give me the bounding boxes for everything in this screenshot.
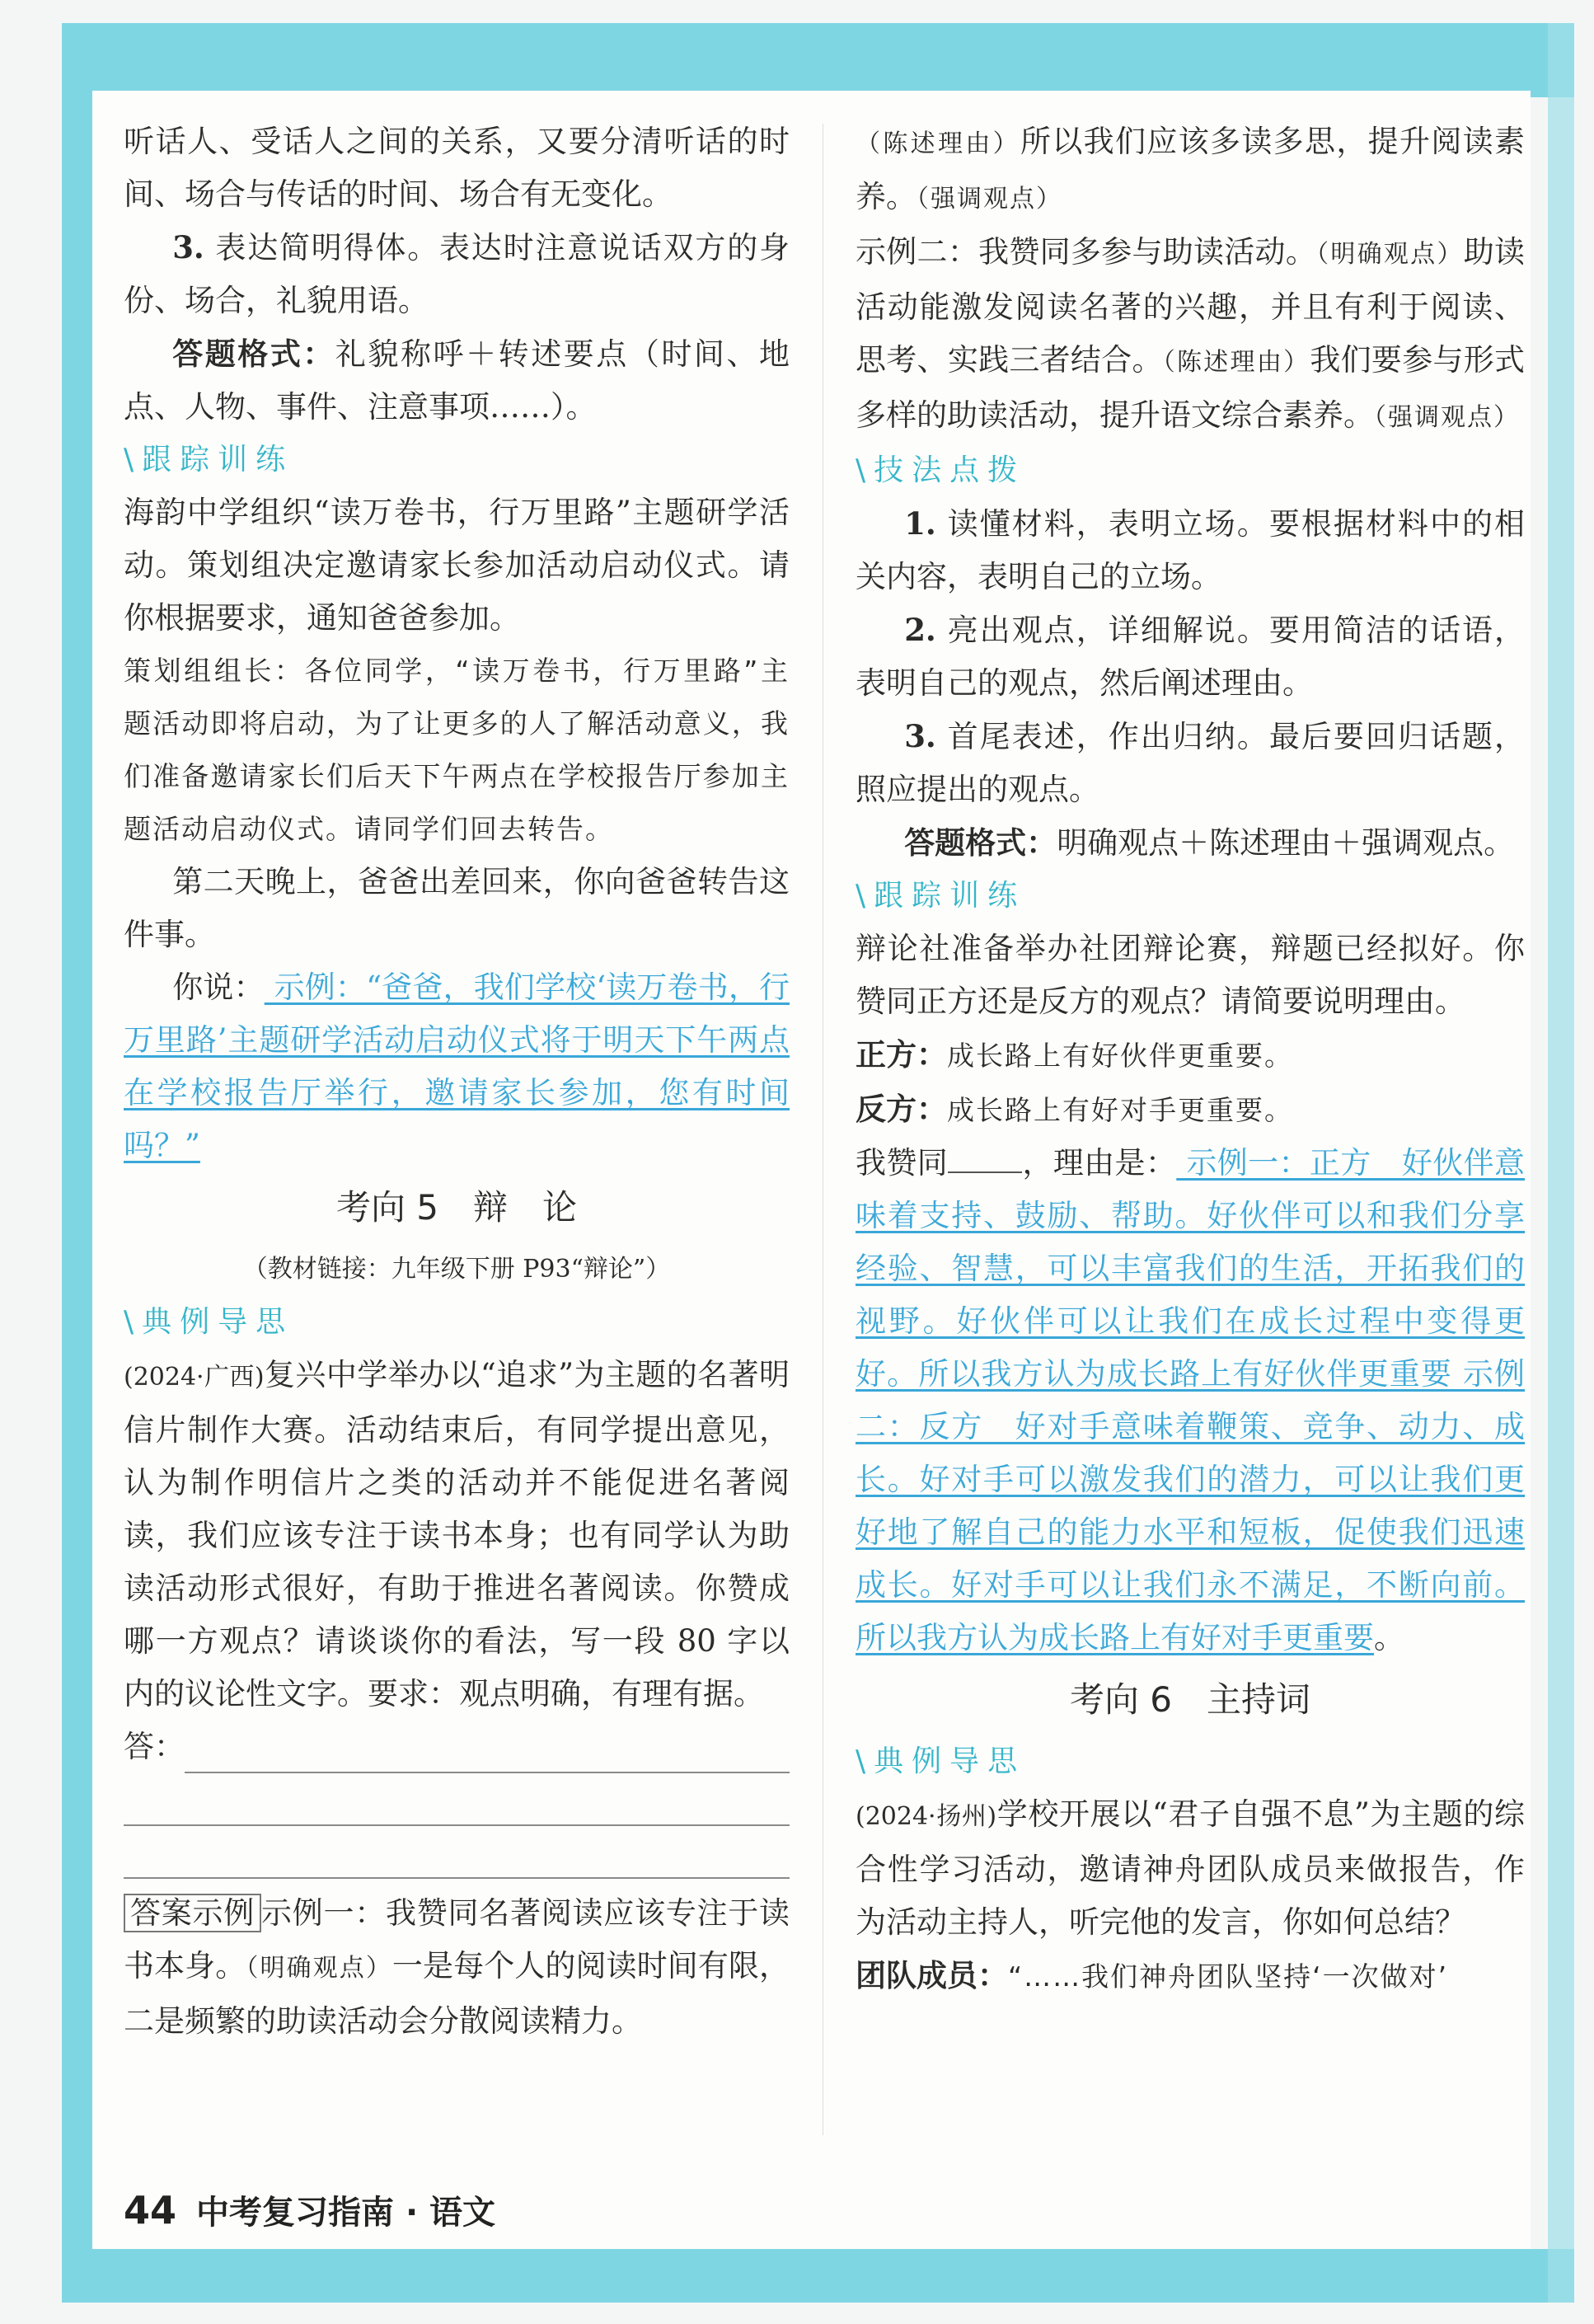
answer-prefix: 我赞同 bbox=[856, 1145, 949, 1181]
method-1 bbox=[856, 497, 1525, 603]
question-text: 学校开展以“君子自强不息”为主题的综合性学习活动，邀请神舟团队成员来做报告，作为活动主持人，听完他的发言，你如何总结？ bbox=[856, 1796, 1525, 1940]
you-say-label: 你说： bbox=[172, 970, 265, 1005]
answer-sample: 示例：“爸爸，我们学校‘读万卷书，行万里路’主题研学活动启动仪式将于明天下午两点在学校报告厅举行，邀请家长参加，您有时间吗？” bbox=[124, 970, 790, 1163]
answer-example-text: 示例一：我赞同名著阅读应该专注于读书本身。 bbox=[124, 1895, 790, 1984]
item-text: 读懂材料，表明立场。要根据材料中的相关内容，表明自己的立场。 bbox=[856, 506, 1525, 594]
method-2 bbox=[856, 603, 1525, 710]
paragraph-answer bbox=[856, 1137, 1525, 1664]
paragraph-answer-example bbox=[124, 1887, 790, 2048]
format-text: 明确观点＋陈述理由＋强调观点。 bbox=[1057, 825, 1515, 861]
page-number: 44 bbox=[124, 2188, 177, 2232]
answer-example-text-2: 一是每个人的阅读时间有限，二是频繁的助读活动会分散阅读精力。 bbox=[124, 1948, 790, 2039]
item-text: 表达简明得体。表达时注意说话双方的身份、场合，礼貌用语。 bbox=[124, 230, 790, 318]
paragraph-2 bbox=[124, 221, 790, 327]
note-tag: （明确观点） bbox=[1316, 240, 1464, 269]
section-tag-tracking-2: \跟踪训练 bbox=[856, 879, 1026, 913]
text: 助读活动能激发阅读名著的兴趣，并且有利于阅读、思考、实践三者结合。 bbox=[856, 234, 1526, 378]
textbook-link: （教材链接：九年级下册 P93“辩论”） bbox=[242, 1255, 671, 1284]
item-number: 1. bbox=[904, 505, 936, 542]
pro-text: 成长路上有好伙伴更重要。 bbox=[947, 1040, 1293, 1072]
left-column bbox=[124, 115, 790, 2048]
decorative-frame-top bbox=[62, 23, 1574, 97]
paragraph-question bbox=[124, 1349, 790, 1721]
section-tag-example: \典例导思 bbox=[124, 1305, 294, 1339]
paragraph-debate-question: 辩论社准备举办社团辩论赛，辩题已经拟好。你赞同正方还是反方的观点？请简要说明理由。 bbox=[856, 931, 1525, 1019]
note-tag: （陈述理由） bbox=[856, 129, 1020, 158]
question-text: 复兴中学举办以“追求”为主题的名著明信片制作大赛。活动结束后，有同学提出意见，认为制作明信片之类的活动并不能促进名著阅读，我们应该专注于读书本身；也有同学认为助读活动形式很好，有助于推进名著阅读。你赞成哪一方观点？请谈谈你的看法，写一段 80 字以内的议论性文字。要求：观点明确，有理有据。 bbox=[124, 1357, 790, 1711]
text: 我们要参与形式多样的助读活动，提升语文综合素养。 bbox=[856, 342, 1526, 433]
text: 所以我们应该多读多思，提升阅读素养。 bbox=[856, 124, 1525, 214]
note-tag: （明确观点） bbox=[246, 1954, 392, 1983]
paragraph-r1 bbox=[856, 115, 1525, 226]
paragraph-answer-format bbox=[856, 816, 1525, 870]
answer-label: 答： bbox=[124, 1729, 185, 1764]
tag-label: 典例导思 bbox=[874, 1744, 1026, 1778]
answer-line-3[interactable] bbox=[124, 1826, 790, 1879]
note-tag: （陈述理由） bbox=[1162, 348, 1310, 377]
section-tag-example-2: \典例导思 bbox=[856, 1744, 1026, 1778]
text: 示例二：我赞同多参与助读活动。 bbox=[856, 234, 1317, 270]
note-tag: （强调观点） bbox=[1374, 403, 1520, 432]
con-label: 反方： bbox=[856, 1091, 947, 1127]
team-text: “……我们神舟团队坚持‘一次做对’ bbox=[1008, 1960, 1449, 1993]
tag-label: 典例导思 bbox=[142, 1305, 294, 1339]
answer-mid: ，理由是： bbox=[1022, 1145, 1177, 1181]
tag-label: 跟踪训练 bbox=[142, 443, 294, 477]
paragraph-you-say bbox=[124, 961, 790, 1172]
tag-label: 跟踪训练 bbox=[874, 879, 1026, 913]
note-tag: （强调观点） bbox=[917, 185, 1062, 214]
book-title: 中考复习指南 · 语文 bbox=[196, 2194, 496, 2232]
page-footer bbox=[124, 2186, 495, 2233]
item-number: 2. bbox=[904, 612, 936, 648]
item-text: 首尾表述，作出归纳。最后要回归话题，照应提出的观点。 bbox=[856, 719, 1525, 807]
decorative-frame-right bbox=[1548, 23, 1574, 2303]
answer-blank[interactable] bbox=[948, 1139, 1022, 1173]
section-heading-host: 考向 6 主持词 bbox=[1069, 1679, 1311, 1720]
paragraph-task: 海韵中学组织“读万卷书，行万里路”主题研学活动。策划组决定邀请家长参加活动启动仪式。请你根据要求，通知爸爸参加。 bbox=[124, 495, 790, 636]
pro-label: 正方： bbox=[856, 1036, 947, 1073]
tag-label: 技法点拨 bbox=[874, 453, 1026, 487]
paragraph-1: 听话人、受话人之间的关系，又要分清听话的时间、场合与传话的时间、场合有无变化。 bbox=[124, 124, 790, 212]
decorative-frame-bottom bbox=[62, 2249, 1574, 2303]
section-tag-tracking: \跟踪训练 bbox=[124, 443, 294, 477]
con-text: 成长路上有好对手更重要。 bbox=[947, 1094, 1293, 1126]
format-text: 礼貌称呼＋转述要点（时间、地点、人物、事件、注意事项……）。 bbox=[124, 336, 790, 425]
paragraph-con bbox=[856, 1082, 1525, 1137]
format-label: 答题格式： bbox=[904, 824, 1057, 861]
answer-end: 。 bbox=[1374, 1620, 1404, 1655]
paragraph-pro bbox=[856, 1028, 1525, 1082]
paragraph-team-member bbox=[856, 1949, 1525, 2003]
paragraph-answer-format bbox=[124, 327, 790, 434]
paragraph-scene: 第二天晚上，爸爸出差回来，你向爸爸转告这件事。 bbox=[124, 864, 790, 952]
answer-line-1 bbox=[124, 1721, 790, 1773]
item-number: 3. bbox=[172, 229, 204, 265]
answer-blank[interactable] bbox=[185, 1721, 790, 1773]
team-label: 团队成员： bbox=[856, 1957, 1008, 1993]
right-column bbox=[856, 115, 1525, 2003]
item-text: 亮出观点，详细解说。要用简洁的话语，表明自己的观点，然后阐述理由。 bbox=[856, 613, 1525, 701]
section-tag-method: \技法点拨 bbox=[856, 453, 1026, 487]
paragraph-host-question bbox=[856, 1788, 1525, 1949]
source-tag: (2024·广西) bbox=[124, 1363, 265, 1392]
method-3 bbox=[856, 710, 1525, 816]
paragraph-speech: 策划组组长：各位同学，“读万卷书，行万里路”主题活动即将启动，为了让更多的人了解活动意义，我们准备邀请家长们后天下午两点在学校报告厅参加主题活动启动仪式。请同学们回去转告。 bbox=[124, 655, 790, 845]
format-label: 答题格式： bbox=[172, 336, 335, 372]
item-number: 3. bbox=[904, 718, 936, 754]
answer-sample: 示例一：正方 好伙伴意味着支持、鼓励、帮助。好伙伴可以和我们分享经验、智慧，可以丰富我们的生活，开拓我们的视野。好伙伴可以让我们在成长过程中变得更好。所以我方认为成长路上有好伙伴更重要 示例二：反方 好对手意味着鞭策、竞争、动力、成长。好对手可以激发我们的潜力，可以让我们更好地了解自己的能力水平和短板，促使我们迅速成长。好对手可以让我们永不满足，不断向前。所以我方认为成长路上有好对手更重要 bbox=[856, 1145, 1526, 1655]
answer-line-2[interactable] bbox=[124, 1773, 790, 1826]
section-heading-debate: 考向 5 辩 论 bbox=[335, 1187, 578, 1228]
answer-example-box: 答案示例 bbox=[124, 1894, 261, 1932]
paragraph-r2 bbox=[856, 226, 1525, 444]
source-tag: (2024·扬州) bbox=[856, 1802, 997, 1831]
